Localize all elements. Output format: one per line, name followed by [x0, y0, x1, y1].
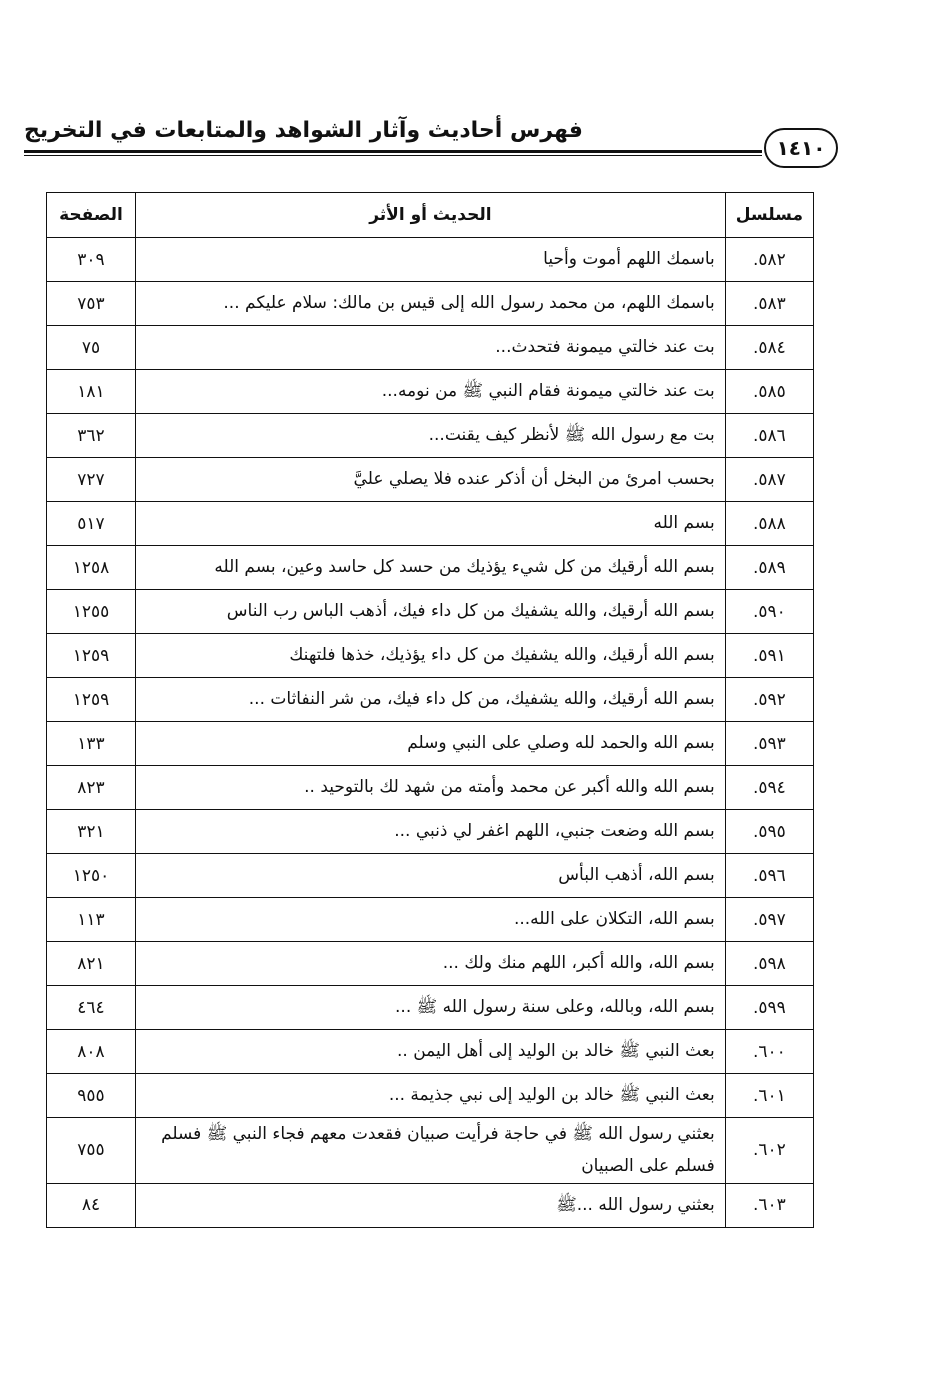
entry-text-cell: بسم الله وضعت جنبي، اللهم اغفر لي ذنبي ... — [136, 810, 726, 854]
serial-cell: ٦٠١. — [725, 1074, 813, 1118]
header-rule — [24, 150, 762, 153]
table-row — [47, 1074, 814, 1118]
serial-cell: ٥٩٦. — [725, 854, 813, 898]
serial-cell: ٥٨٧. — [725, 458, 813, 502]
header-rule-thin — [24, 155, 762, 156]
entry-text-cell: بسم الله — [136, 502, 726, 546]
serial-cell: ٦٠٣. — [725, 1183, 813, 1227]
table-row — [47, 1118, 814, 1184]
page-ref-cell: ٧٥٥ — [47, 1118, 136, 1184]
page-ref-cell: ١٢٥٠ — [47, 854, 136, 898]
entry-text-cell: بسم الله أرقيك، والله يشفيك من كل داء فيك، أذهب الباس رب الناس — [136, 590, 726, 634]
page-ref-cell: ٤٦٤ — [47, 986, 136, 1030]
table-row — [47, 238, 814, 282]
serial-cell: ٥٨٩. — [725, 546, 813, 590]
page-ref-cell: ٩٥٥ — [47, 1074, 136, 1118]
entry-text-cell: بعث النبي ﷺ خالد بن الوليد إلى أهل اليمن .. — [136, 1030, 726, 1074]
page-ref-cell: ١٢٥٩ — [47, 634, 136, 678]
page-ref-cell: ٨٢٣ — [47, 766, 136, 810]
serial-cell: ٥٨٤. — [725, 326, 813, 370]
serial-cell: ٥٩٩. — [725, 986, 813, 1030]
page-ref-cell: ١١٣ — [47, 898, 136, 942]
table-row — [47, 766, 814, 810]
serial-cell: ٦٠٢. — [725, 1118, 813, 1184]
serial-cell: ٥٨٥. — [725, 370, 813, 414]
serial-cell: ٥٩٥. — [725, 810, 813, 854]
page-ref-cell: ٨٠٨ — [47, 1030, 136, 1074]
entry-text-cell: بسم الله، وبالله، وعلى سنة رسول الله ﷺ ... — [136, 986, 726, 1030]
table-row — [47, 458, 814, 502]
table-row — [47, 898, 814, 942]
table-row — [47, 502, 814, 546]
page-ref-cell: ١٣٣ — [47, 722, 136, 766]
serial-cell: ٥٨٢. — [725, 238, 813, 282]
page-number-badge: ١٤١٠ — [764, 128, 838, 168]
page-ref-cell: ٣٠٩ — [47, 238, 136, 282]
table-row — [47, 634, 814, 678]
page-ref-cell: ١٢٥٩ — [47, 678, 136, 722]
entry-text-cell: بسم الله أرقيك من كل شيء يؤذيك من حسد كل حاسد وعين، بسم الله — [136, 546, 726, 590]
table-row — [47, 326, 814, 370]
entry-text-cell: باسمك اللهم، من محمد رسول الله إلى قيس بن مالك: سلام عليكم ... — [136, 282, 726, 326]
entry-text-cell: بسم الله، التكلان على الله... — [136, 898, 726, 942]
entry-text-cell: بعثني رسول الله ﷺ في حاجة فرأيت صبيان فقعدت معهم فجاء النبي ﷺ فسلم فسلم على الصبيان — [136, 1118, 726, 1184]
entry-text-cell: بسم الله والله أكبر عن محمد وأمته من شهد لك بالتوحيد .. — [136, 766, 726, 810]
table-row — [47, 678, 814, 722]
table-row — [47, 1030, 814, 1074]
entry-text-cell: بعث النبي ﷺ خالد بن الوليد إلى نبي جذيمة ... — [136, 1074, 726, 1118]
running-header-title: فهرس أحاديث وآثار الشواهد والمتابعات في التخريج — [24, 118, 583, 143]
page-ref-cell: ٥١٧ — [47, 502, 136, 546]
table-row — [47, 370, 814, 414]
page-ref-cell: ٧٥٣ — [47, 282, 136, 326]
serial-cell: ٥٨٨. — [725, 502, 813, 546]
table-row — [47, 282, 814, 326]
serial-cell: ٥٩٨. — [725, 942, 813, 986]
entry-text-cell: بت عند خالتي ميمونة فتحدث... — [136, 326, 726, 370]
serial-cell: ٥٩٣. — [725, 722, 813, 766]
serial-cell: ٥٩٢. — [725, 678, 813, 722]
table-row — [47, 590, 814, 634]
serial-cell: ٥٩٧. — [725, 898, 813, 942]
entry-text-cell: بسم الله أرقيك، والله يشفيك من كل داء يؤذيك، خذها فلتهنك — [136, 634, 726, 678]
table-body — [47, 238, 814, 1228]
table-row — [47, 986, 814, 1030]
table-row — [47, 546, 814, 590]
serial-cell: ٦٠٠. — [725, 1030, 813, 1074]
page-ref-cell: ١٢٥٨ — [47, 546, 136, 590]
serial-cell: ٥٨٣. — [725, 282, 813, 326]
page-ref-cell: ٨٤ — [47, 1183, 136, 1227]
page-ref-cell: ٨٢١ — [47, 942, 136, 986]
table-header-row — [47, 193, 814, 238]
entry-text-cell: بعثني رسول الله ...ﷺ — [136, 1183, 726, 1227]
page-ref-cell: ٧٥ — [47, 326, 136, 370]
table-row — [47, 414, 814, 458]
entry-text-cell: بسم الله والحمد لله وصلي على النبي وسلم — [136, 722, 726, 766]
entry-text-cell: بحسب امرئ من البخل أن أذكر عنده فلا يصلي عليَّ — [136, 458, 726, 502]
entry-text-cell: بت عند خالتي ميمونة فقام النبي ﷺ من نومه... — [136, 370, 726, 414]
page-ref-cell: ٣٦٢ — [47, 414, 136, 458]
entry-text-cell: بسم الله أرقيك، والله يشفيك، من كل داء فيك، من شر النفاثات ... — [136, 678, 726, 722]
page-ref-cell: ٧٢٧ — [47, 458, 136, 502]
entry-text-cell: بسم الله، والله أكبر، اللهم منك ولك ... — [136, 942, 726, 986]
table-row — [47, 722, 814, 766]
table-row — [47, 810, 814, 854]
table-row — [47, 1183, 814, 1227]
column-header-serial: مسلسل — [725, 193, 813, 238]
serial-cell: ٥٩٤. — [725, 766, 813, 810]
table-row — [47, 942, 814, 986]
page-ref-cell: ١٨١ — [47, 370, 136, 414]
hadith-index-table — [46, 192, 814, 1228]
column-header-page: الصفحة — [47, 193, 136, 238]
serial-cell: ٥٩٠. — [725, 590, 813, 634]
serial-cell: ٥٩١. — [725, 634, 813, 678]
serial-cell: ٥٨٦. — [725, 414, 813, 458]
entry-text-cell: بسم الله، أذهب البأس — [136, 854, 726, 898]
entry-text-cell: بت مع رسول الله ﷺ لأنظر كيف يقنت... — [136, 414, 726, 458]
page-ref-cell: ٣٢١ — [47, 810, 136, 854]
entry-text-cell: باسمك اللهم أموت وأحيا — [136, 238, 726, 282]
page-ref-cell: ١٢٥٥ — [47, 590, 136, 634]
table-row — [47, 854, 814, 898]
column-header-text: الحديث أو الأثر — [136, 193, 726, 238]
page-header — [24, 112, 836, 172]
